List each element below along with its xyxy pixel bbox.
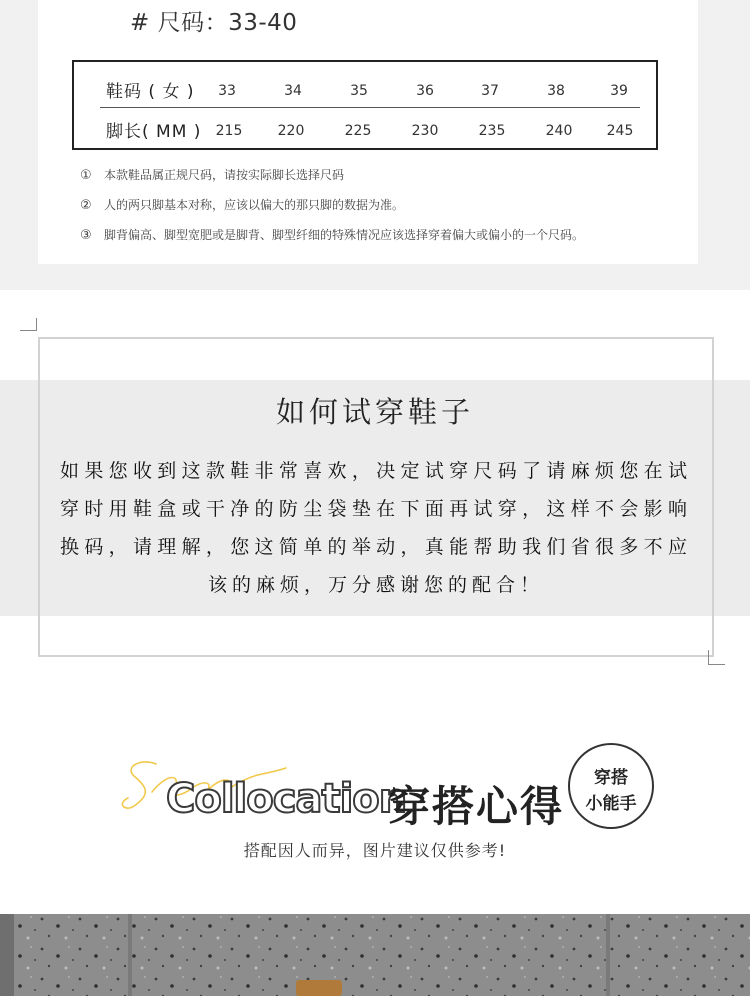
outfit-photo	[0, 914, 750, 996]
shoe-size-cell: 38	[547, 83, 565, 99]
shoe-size-cell: 36	[416, 83, 434, 99]
foot-length-row	[74, 115, 656, 145]
shoe-size-cell: 35	[350, 83, 368, 99]
foot-length-cell: 215	[215, 123, 243, 139]
tips-title: 如何试穿鞋子	[275, 395, 474, 429]
shoe-size-cell: 33	[218, 83, 236, 99]
collocation-word: Collocation	[166, 776, 407, 822]
size-table	[72, 60, 658, 150]
foot-length-cell: 240	[545, 123, 573, 139]
shoe-size-row	[74, 75, 656, 105]
foot-length-cell: 225	[344, 123, 372, 139]
shoe-size-cell: 39	[610, 83, 628, 99]
size-range-title: # 尺码：33-40	[130, 10, 298, 36]
shoe-size-row-label: 鞋码 ( 女 )	[106, 82, 195, 102]
note-number: ③	[80, 228, 92, 243]
table-divider	[100, 107, 640, 108]
badge-line-2: 小能手	[585, 794, 637, 814]
foot-length-cell: 230	[411, 123, 439, 139]
badge-circle	[568, 743, 654, 829]
note-number: ①	[80, 168, 92, 183]
collocation-title: 穿搭心得	[388, 782, 565, 831]
terrazzo-texture	[0, 914, 750, 996]
size-note	[80, 196, 584, 226]
foot-length-cell: 235	[478, 123, 506, 139]
badge-line-1: 穿搭	[594, 768, 628, 788]
note-text: 脚背偏高、脚型宽肥或是脚背、脚型纤细的特殊情况应该选择穿着偏大或偏小的一个尺码。	[104, 228, 585, 242]
corner-mark-top-left	[20, 318, 37, 331]
note-number: ②	[80, 198, 92, 213]
collocation-subtitle: 搭配因人而异，图片建议仅供参考!	[243, 841, 507, 860]
shoe-size-cell: 34	[284, 83, 302, 99]
shoe-size-cell: 37	[481, 83, 499, 99]
note-text: 本款鞋品属正规尺码，请按实际脚长选择尺码	[104, 168, 345, 182]
size-note	[80, 226, 584, 256]
size-notes	[80, 166, 584, 256]
tips-body: 如果您收到这款鞋非常喜欢，决定试穿尺码了请麻烦您在试穿时用鞋盒或干净的防尘袋垫在下面再试穿，这样不会影响换码，请理解，您这简单的举动，真能帮助我们省很多不应该的麻烦，万分感谢您的配合！	[60, 460, 692, 596]
foot-length-row-label: 脚长( MM )	[106, 122, 202, 142]
size-note	[80, 166, 584, 196]
foot-length-cell: 220	[277, 123, 305, 139]
foot-length-cell: 245	[606, 123, 634, 139]
note-text: 人的两只脚基本对称，应该以偏大的那只脚的数据为准。	[104, 198, 405, 212]
corner-mark-bottom-right	[708, 650, 725, 665]
